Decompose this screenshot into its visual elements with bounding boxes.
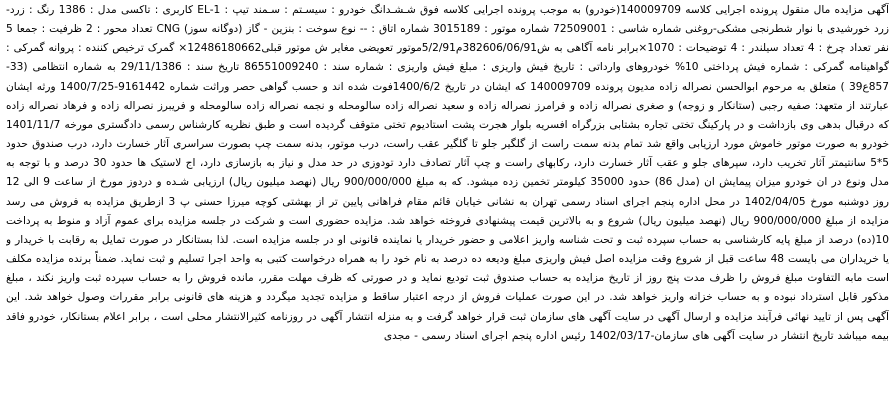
auction-notice <box>6 1 889 411</box>
auction-notice-text: آگهی مزایده مال منقول پرونده اجرایی کلاسه 140009709(خودرو) به موجب پرونده اجرایی کلاسه فوق شـشـدانگ خودرو : سیسـتم : سـمند تیپ : EL-1 کاربری : تاکسی مدل : 1386 رنگ : زرد-زرد خورشیدی با نوار شطرنجی مشکی-روغنی شماره شاسی : 72509001 شماره موتور : 3015189 شماره اتاق : -- نوع سوخت : بنزین - گاز (دوگانه سوز) CNG تعداد محور : 2 ظرفیت : جمعا 5 نفر تعداد چرخ : 4 تعداد سیلندر : 4 توضیحات : 1070×برابر نامه آگاهی به ش382606/06/91م5/2/91موتور تعویضی مغایر ش موتور قبلی12486180662× گمرک ترخیص کننده : پروانه گمرکی : گواهینامه گمرکی : شماره فیش پرداختی 10% خودروهای وارداتی : تاریخ فیش واریزی : مبلغ فیش واریزی : شماره سند : 86551009240 تاریخ سند : 29/11/1386 به شماره انتظامی (33-857ع39 ) متعلق به مرحوم ابوالحسن نصراله زاده مدیون پرونده 140009709 که ایشان در تاریخ 1400/6/2فوت شده اند و حسب گواهی حصر وراثت شماره 9161442-1400/7/25 ورثه ایشان عبارتند از متعهد: صفیه رجبی (ستانکار و زوجه) و صغری نصراله زاده و فرامرز نصراله زاده و سعید نصراله زاده سالومحله و نجمه نصراله زاده سالومحله و فریبرز نصراله زاده و فرهاد نصراله زاده که درقبال بدهی وی بازداشت و در پارکینگ تختی تجاره بشتابی بزرگراه افسریه بلوار هجرت پشت استادیوم تختی متوقف گردیده است و طبق نظریه کارشناس رسمی دادگستری مورخه 1401/11/7 خودرو به صورت موتور خاموش مورد ارزیابی واقع شد تمام بدنه سمت راست از گلگیر جلو تا گلگیر عقب راست، درب موتور، بدنه سمت چپ بصورت سراسری آثار خسارت دارد، درب صندوق حدود 5*5 سانتیمتر آثار تخریب دارد، سپرهای جلو و عقب آثار خسارت دارد، رکابهای راست و چپ آثار تصادف دارد تودوزی در حد مدل و نیاز به بازسازی دارد، اج لاستیک ها حدود 30 درصد و با توجه به مدل ونوع در ان خودرو میزان پیمایش ان (مدل 86) حدود 35000 کیلومتر تخمین زده میشود. که به مبلغ 900/000/000 ریال (نهصد میلیون ریال) ارزیابی شـده و دردوز مورخ از ساعت 9 الی 12 روز دوشنبه مورخ 1402/04/05 در محل اداره پنجم اجرای اسناد رسمی تهران به نشانی خیابان قائم مقام فراهانی پایین تر از بهشتی کوچه میرزا حسنی پ 3 ازطریق مزایده به فروش می رسد مزایده از مبلغ 900/000/000 ریال (نهصد میلیون ریال) شروع و به بالاترین قیمت پیشنهادی فروخته خواهد شد. مزایده حضوری است و شرکت در جلسه مزایده برای عموم آزاد و منوط به پرداخت 10(ده) درصد از مبلغ پایه کارشناسی به حساب سپرده ثبت و تحت شناسه واریز اعلامی و حضور خریدار یا نماینده قانونی او در جلسه مزایده است. لذا بستانکار در صورت تمایل به رقابت با خریدار و یا خریداران می بایست 48 ساعت قبل از شروع وقت مزایده اصل فیش واریزی مبلغ ودیعه ده درصد به نام خود را به همراه درخواست کتبی به واحد اجرا تسلیم و ثبت نماید. ضمناً برنده مزایده مکلف است مابه التفاوت مبلغ فروش را ظرف مدت پنج روز از تاریخ مزایده به حساب صندوق ثبت تودیع نماید و در صورتی که ظرف مهلت مقرر، مانده فروش را به حساب سپرده ثبت واریز نکند ، مبلغ مذکور قابل استرداد نبوده و به حساب خزانه واریز خواهد شد. در این صورت عملیات فروش از درجه اعتبار ساقط و مزایده تجدید میگردد و هزینه های قانونی برابر مقررات وصول خواهد شد. این آگهی پس از تایید نهائی فرآیند مزایده و ارسال آگهی در سایت آگهی های سازمان ثبت قرار خواهد گرفت و به منزله انتشار آگهی در روزنامه کثیرالانتشار محلی است ، برابر اعلام بستانکار، خودرو فاقد بیمه میباشد تاریخ انتشار در سایت آگهی های سازمان-1402/03/17 رئیس اداره پنجم اجرای اسناد رسمی - مجدی <box>6 4 889 342</box>
